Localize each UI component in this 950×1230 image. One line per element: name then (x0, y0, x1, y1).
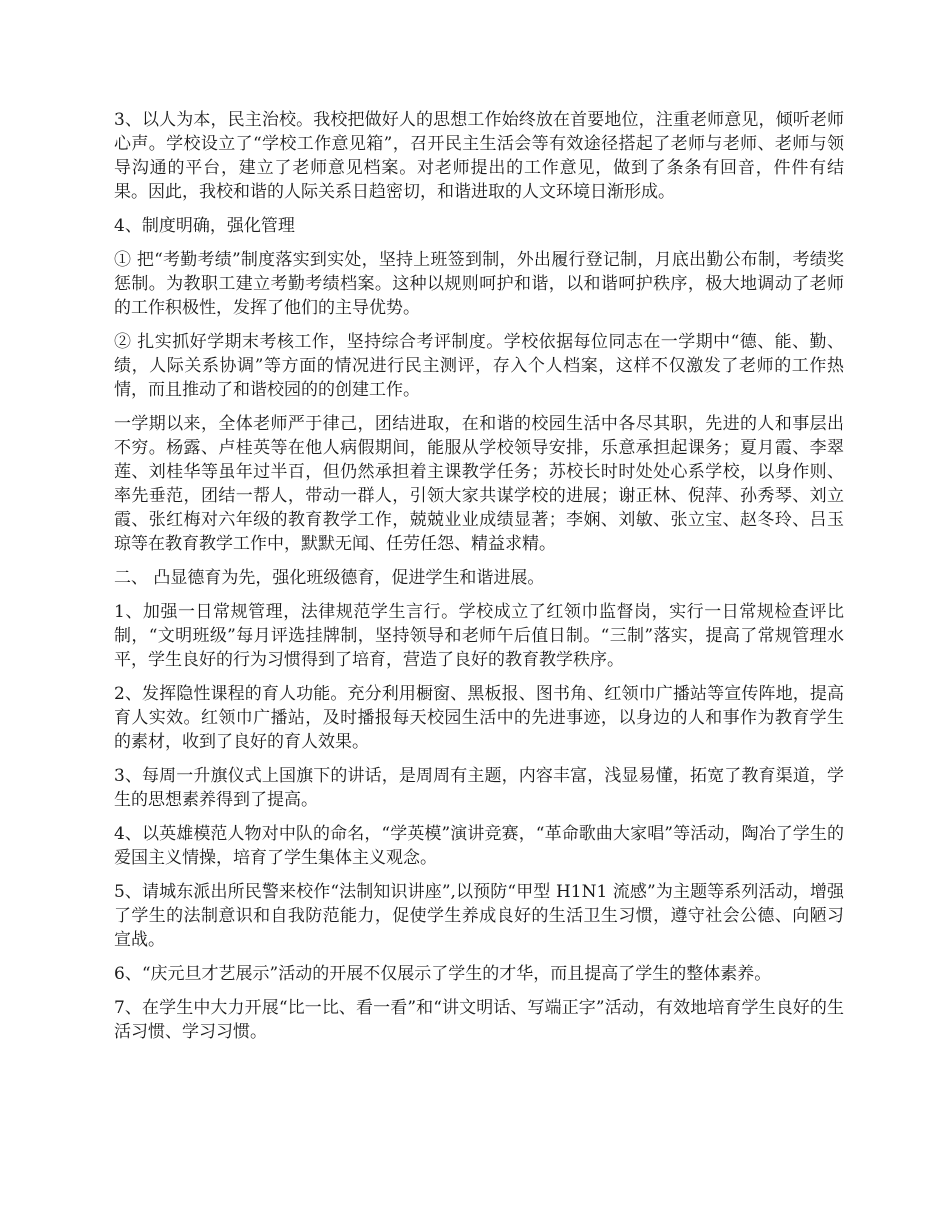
paragraph-heading-system: 4、制度明确，强化管理 (114, 216, 295, 236)
paragraph-habits: 7、在学生中大力开展“比一比、看一看”和“讲文明话、写端正字”活动，有效地培育学生良好的生活习惯、学习习惯。 (114, 998, 844, 1042)
paragraph-hidden-curriculum: 2、发挥隐性课程的育人功能。充分利用橱窗、黑板报、图书角、红领巾广播站等宣传阵地，提高育人实效。红领巾广播站，及时播报每天校园生活中的先进事迹，以身边的人和事作为教育学生的素材，收到了良好的育人效果。 (114, 684, 844, 752)
paragraph-assessment: ② 扎实抓好学期末考核工作，坚持综合考评制度。学校依据每位同志在一学期中“德、能、勤、绩，人际关系协调”等方面的情况进行民主测评，存入个人档案，这样不仅激发了老师的工作热情，而且推动了和谐校园的的创建工作。 (114, 332, 844, 400)
paragraph-heroes: 4、以英雄模范人物对中队的命名，“学英模”演讲竞赛，“革命歌曲大家唱”等活动，陶冶了学生的爱国主义情操，培育了学生集体主义观念。 (114, 824, 844, 868)
paragraph-new-year-show: 6、“庆元旦才艺展示”活动的开展不仅展示了学生的才华，而且提高了学生的整体素养。 (114, 964, 772, 984)
paragraph-flag-raising: 3、每周一升旗仪式上国旗下的讲话，是周周有主题，内容丰富，浅显易懂，拓宽了教育渠道，学生的思想素养得到了提高。 (114, 766, 844, 810)
paragraph-people-oriented: 3、以人为本，民主治校。我校把做好人的思想工作始终放在首要地位，注重老师意见，倾听老师心声。学校设立了“学校工作意见箱”，召开民主生活会等有效途径搭起了老师与老师、老师与领导沟通的平台，建立了老师意见档案。对老师提出的工作意见，做到了条条有回音，件件有结果。因此，我校和谐的人际关系日趋密切，和谐进取的人文环境日渐形成。 (114, 110, 844, 202)
paragraph-attendance: ① 把“考勤考绩”制度落实到实处，坚持上班签到制，外出履行登记制，月底出勤公布制，考绩奖惩制。为教职工建立考勤考绩档案。这种以规则呵护和谐，以和谐呵护秩序，极大地调动了老师的工作积极性，发挥了他们的主导优势。 (114, 250, 844, 318)
paragraph-daily-routine: 1、加强一日常规管理，法律规范学生言行。学校成立了红领巾监督岗，实行一日常规检查评比制，“文明班级”每月评选挂牌制，坚持领导和老师午后值日制。“三制”落实，提高了常规管理水平，学生良好的行为习惯得到了培育，营造了良好的教育教学秩序。 (114, 602, 844, 670)
document-body (114, 108, 844, 1054)
paragraph-teachers: 一学期以来，全体老师严于律己，团结进取，在和谐的校园生活中各尽其职，先进的人和事层出不穷。杨露、卢桂英等在他人病假期间，能服从学校领导安排，乐意承担起课务；夏月霞、李翠莲、刘桂华等虽年过半百，但仍然承担着主课教学任务；苏校长时时处处心系学校，以身作则、率先垂范，团结一帮人，带动一群人，引领大家共谋学校的进展；谢正林、倪萍、孙秀琴、刘立霞、张红梅对六年级的教育教学工作，兢兢业业成绩显著；李娴、刘敏、张立宝、赵冬玲、吕玉琼等在教育教学工作中，默默无闻、任劳任怨、精益求精。 (114, 414, 844, 554)
paragraph-section-two-heading: 二、 凸显德育为先，强化班级德育，促进学生和谐进展。 (114, 568, 545, 588)
paragraph-legal-lecture: 5、请城东派出所民警来校作“法制知识讲座”,以预防“甲型 H1N1 流感”为主题等系列活动，增强了学生的法制意识和自我防范能力，促使学生养成良好的生活卫生习惯，遵守社会公德、向陋习宣战。 (114, 882, 844, 950)
